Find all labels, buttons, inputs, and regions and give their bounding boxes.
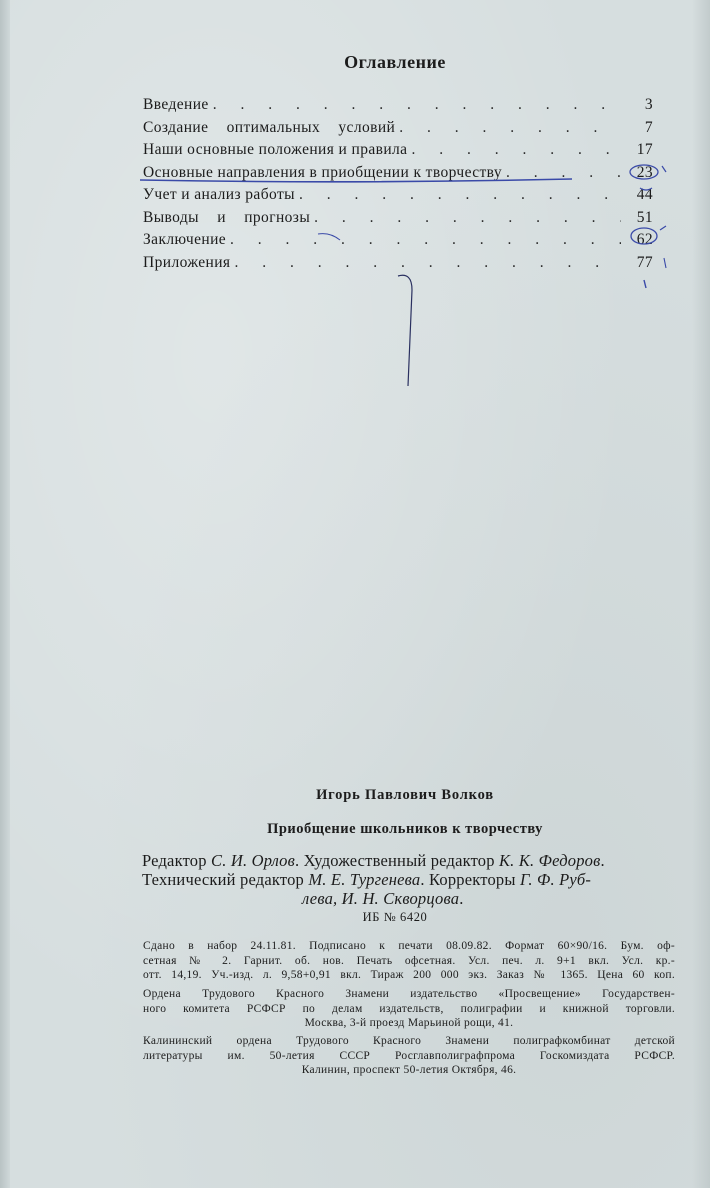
toc-page-number: 3 (644, 96, 653, 113)
ib-number: ИБ № 6420 (362, 910, 428, 924)
printer-line: литературы им. 50-летия СССР Росглавполиграфпрома Госкомиздата РСФСР. (143, 1049, 675, 1062)
editor-name: С. И. Орлов (211, 851, 295, 870)
page-right-edge (692, 0, 710, 1188)
toc-label: Основные направления в приобщении к творчеству (143, 163, 503, 181)
toc-page-number: 17 (636, 141, 653, 158)
toc-page-number: 44 (636, 186, 653, 203)
toc-leader-dots (411, 141, 621, 159)
toc-label: Заключение (143, 231, 227, 248)
toc-title: Оглавление (344, 52, 446, 72)
print-info-line: отт. 14,19. Уч.-изд. л. 9,58+0,91 вкл. Тираж 200 000 экз. Заказ № 1365. Цена 60 коп. (143, 969, 675, 982)
print-info (143, 939, 675, 983)
pen-mark (664, 258, 666, 268)
toc-page-number: 7 (644, 118, 653, 136)
toc-row (143, 186, 653, 209)
toc-row (143, 231, 653, 254)
toc-label: Выводы и прогнозы (143, 208, 311, 226)
toc-page-number: 62 (636, 231, 653, 248)
printer-line: Калинин, проспект 50-летия Октября, 46. (301, 1064, 517, 1077)
toc-leader-dots (230, 231, 621, 249)
editors-credits (142, 851, 672, 908)
toc-leader-dots (299, 186, 621, 204)
toc-row (143, 164, 653, 187)
publisher-info (143, 987, 675, 1031)
editors-line (142, 870, 672, 889)
toc-leader-dots (234, 254, 621, 272)
toc-label: Приложения (143, 253, 231, 271)
toc-leader-dots (506, 164, 621, 182)
pen-mark (644, 280, 646, 288)
pen-stroke (398, 275, 412, 386)
toc-page-number: 51 (636, 208, 653, 226)
printer-line: Калининский ордена Трудового Красного Знамени полиграфкомбинат детской (143, 1035, 675, 1047)
punctuation: . (600, 851, 605, 870)
table-of-contents (143, 96, 653, 276)
printer-info (143, 1034, 675, 1078)
toc-label: Наши основные положения и правила (143, 141, 408, 158)
publisher-line: Москва, 3-й проезд Марьиной рощи, 41. (304, 1017, 514, 1030)
toc-leader-dots (399, 119, 621, 137)
print-info-line: сетная № 2. Гарнит. об. нов. Печать офсетная. Усл. печ. л. 9+1 вкл. Усл. кр.- (143, 954, 675, 967)
editor-name: Г. Ф. Руб- (519, 870, 592, 889)
editor-role: Технический редактор (142, 870, 309, 889)
toc-leader-dots (314, 209, 621, 227)
toc-row (143, 254, 653, 277)
pen-mark (660, 226, 666, 230)
pen-mark (662, 166, 666, 172)
print-info-line: Сдано в набор 24.11.81. Подписано к печати 08.09.82. Формат 60×90/16. Бум. оф- (143, 940, 675, 952)
punctuation: . (459, 889, 464, 908)
toc-label: Учет и анализ работы (143, 186, 295, 203)
toc-row (143, 141, 653, 164)
toc-page-number: 77 (636, 253, 653, 271)
editor-name: лева, И. Н. Скворцова (302, 889, 460, 908)
publisher-line: Ордена Трудового Красного Знамени издательство «Просвещение» Государствен- (143, 988, 675, 1000)
toc-row (143, 96, 653, 119)
editor-role: Редактор (142, 851, 212, 870)
editor-role: . Художественный редактор (294, 851, 500, 870)
author-name: Игорь Павлович Волков (316, 787, 494, 803)
toc-page-number: 23 (636, 163, 653, 181)
editor-name: К. К. Федоров (499, 851, 601, 870)
toc-row (143, 209, 653, 232)
publisher-line: ного комитета РСФСР по делам издательств, полиграфии и книжной торговли. (143, 1002, 675, 1015)
editor-name: М. Е. Тургенева (308, 870, 421, 889)
editor-role: . Корректоры (420, 870, 520, 889)
page-left-edge (0, 0, 10, 1188)
editors-line (142, 851, 672, 870)
toc-label: Введение (143, 96, 209, 113)
toc-label: Создание оптимальных условий (143, 118, 396, 136)
book-title: Приобщение школьников к творчеству (267, 821, 543, 837)
toc-leader-dots (213, 96, 621, 114)
toc-row (143, 119, 653, 142)
editors-line (142, 889, 672, 908)
